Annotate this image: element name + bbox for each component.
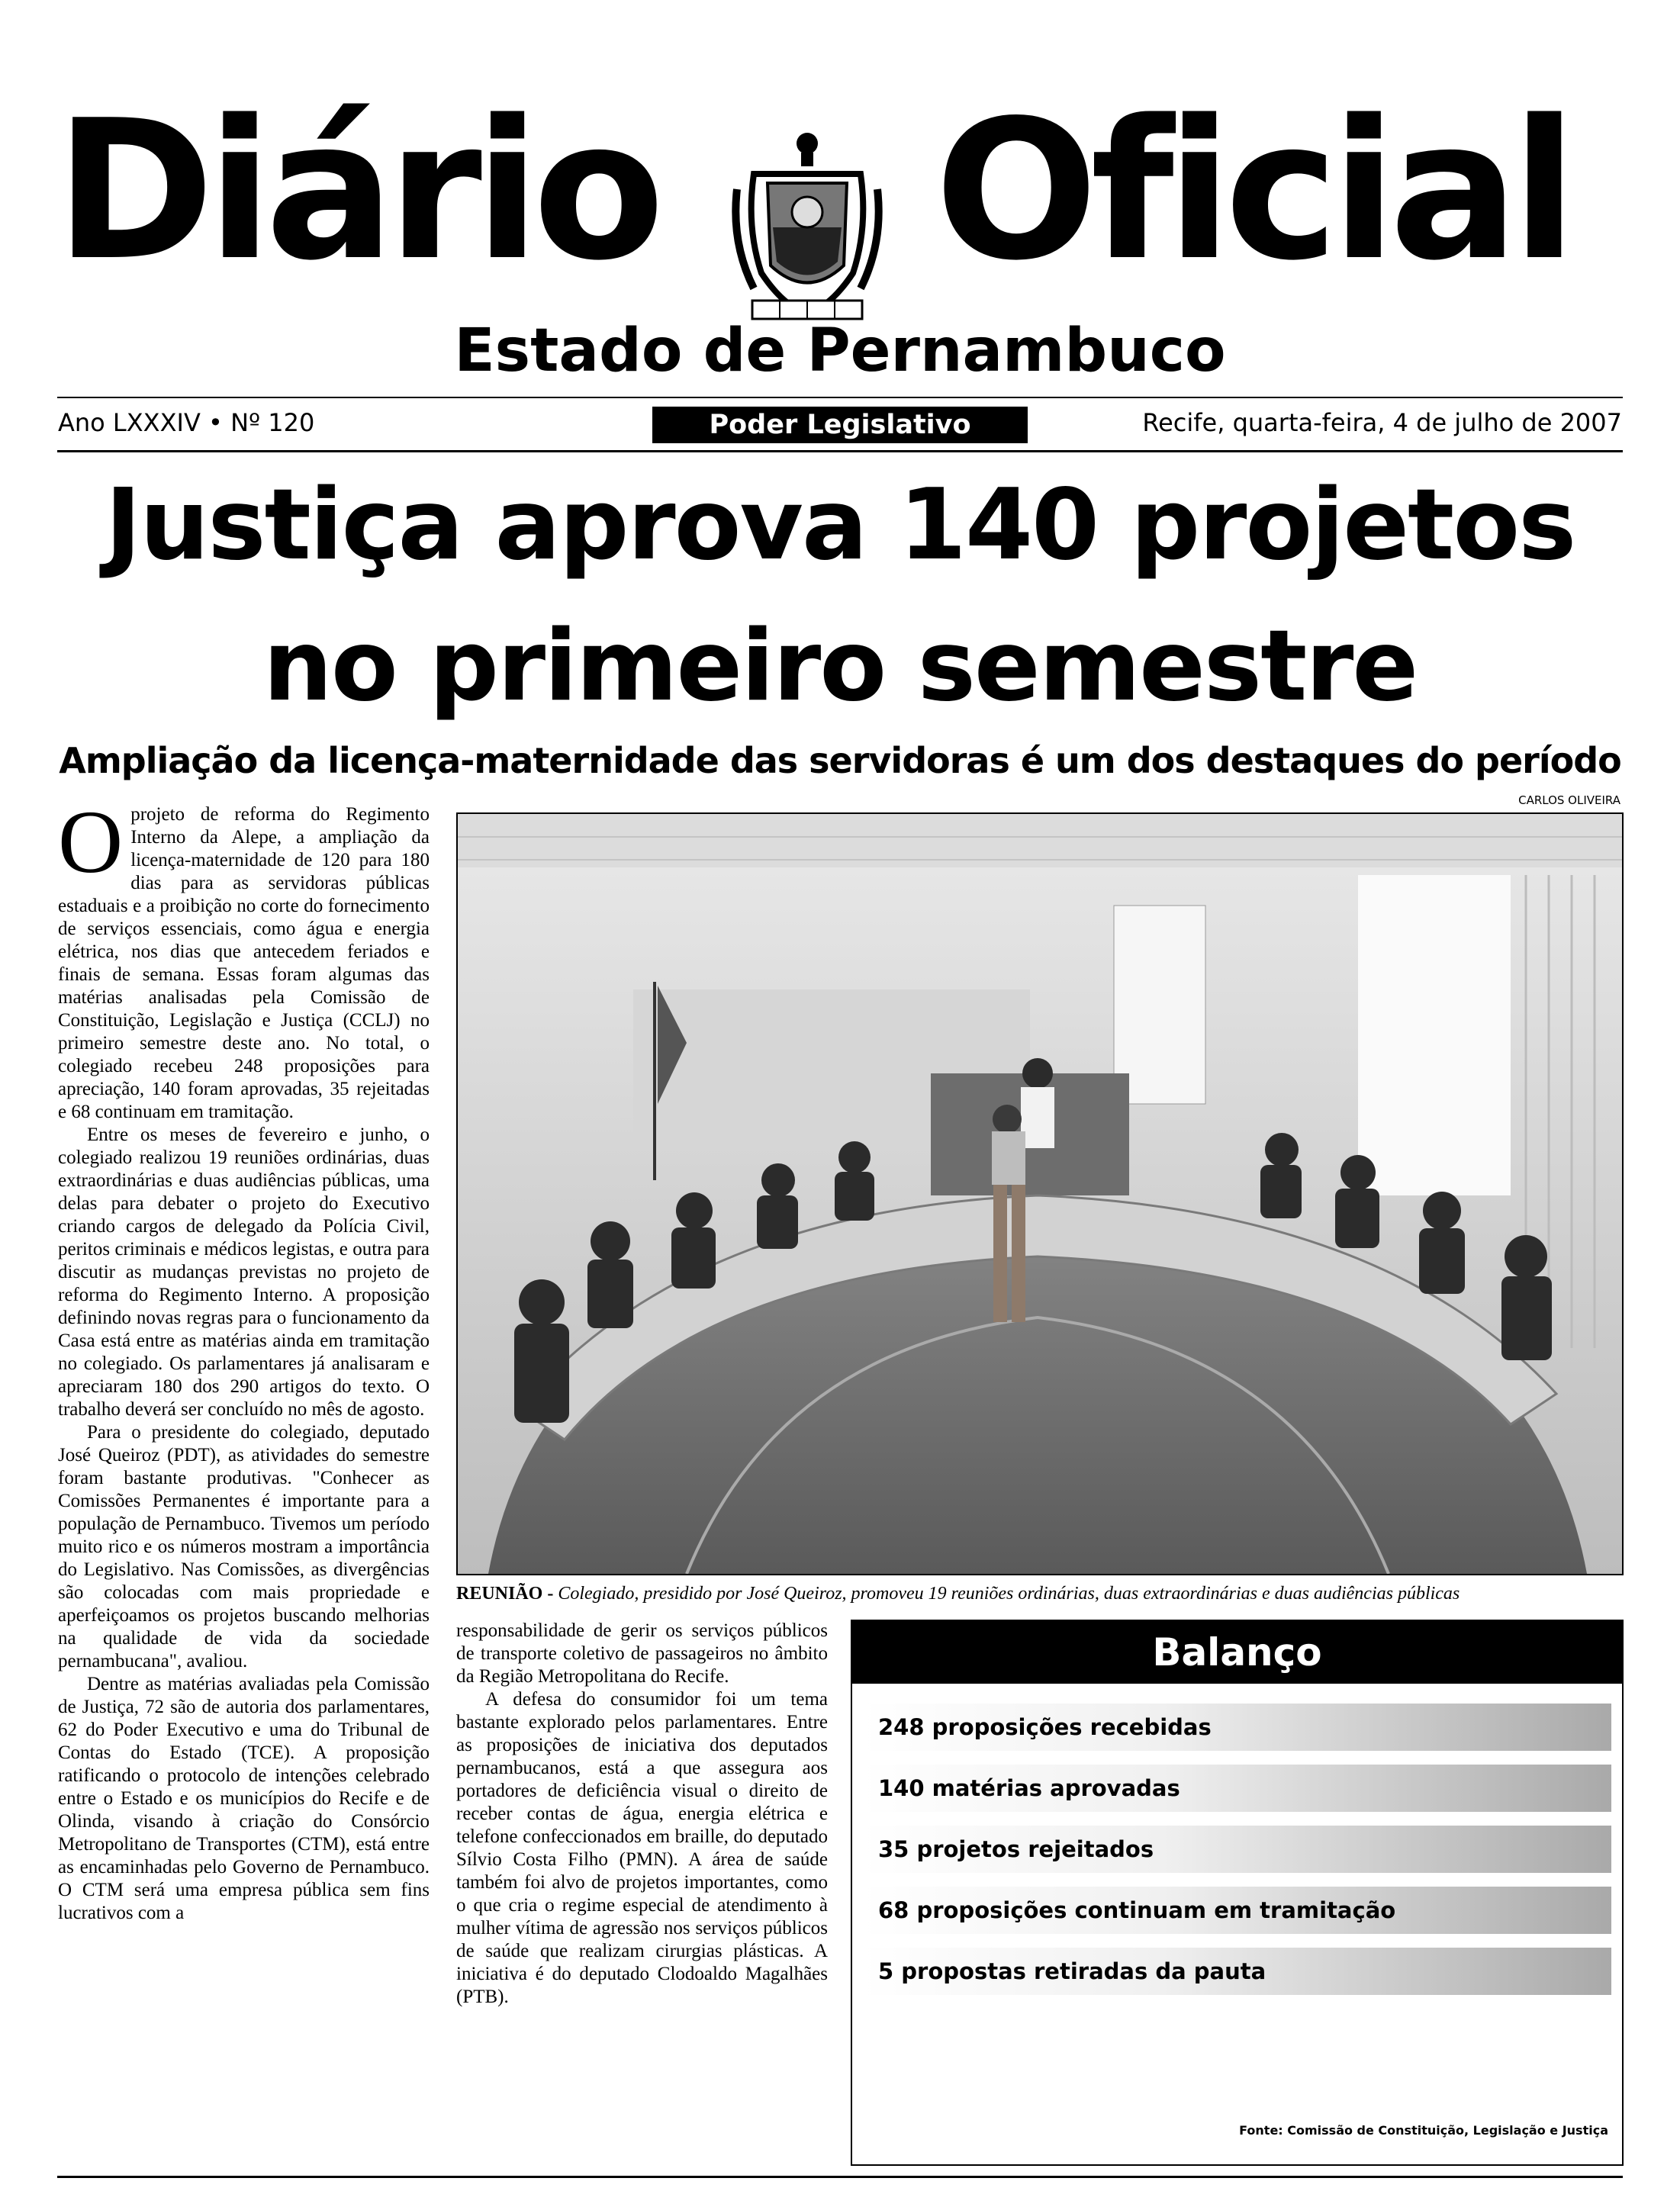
section-badge: Poder Legislativo <box>652 407 1028 443</box>
edition-number: Ano LXXXIV • Nº 120 <box>58 408 315 437</box>
article-paragraph: Para o presidente do colegiado, deputado José Queiroz (PDT), as atividades do semestre foram bastante produtivas. "Conhecer as Comissões Permanentes é importante para a população de Pernambuco. Tivemos um período muito rico e os números mostram a importância do Legislativo. Nas Comissões, as divergências são colocadas com mais propriedade e aperfeiçoamos os projetos buscando melhorias na qualidade de vida da sociedade pernambucana", avaliou. <box>58 1422 430 1671</box>
article-column-1 <box>58 803 430 2177</box>
masthead-bottom-rule <box>57 450 1623 452</box>
balanco-title: Balanço <box>852 1621 1622 1684</box>
photo-credit: CARLOS OLIVEIRA <box>1518 793 1620 807</box>
article-paragraph: Oprojeto de reforma do Regimento Interno da Alepe, a ampliação da licença-maternidade de 120 para 180 dias para as servidoras públicas estaduais e a proibição no corte do fornecimento de serviços essenciais, como água e energia elétrica, nos dias que antecedem feriados e finais de semana. Essas foram algumas das matérias analisadas pela Comissão de Constituição, Legislação e Justiça (CCLJ) no primeiro semestre deste ano. No total, o colegiado recebeu 248 proposições para apreciação, 140 foram aprovadas, 35 rejeitadas e 68 continuam em tramitação. <box>58 803 430 1122</box>
drop-cap: O <box>58 803 124 892</box>
page-bottom-rule <box>57 2176 1623 2178</box>
article-paragraph: responsabilidade de gerir os serviços públicos de transporte coletivo de passageiros no âmbito da Região Metropolitana do Recife. <box>456 1620 828 1687</box>
article-column-2 <box>456 1620 828 2184</box>
balanco-item: 248 proposições recebidas <box>863 1704 1611 1751</box>
balanco-source: Fonte: Comissão de Constituição, Legislação e Justiça <box>1239 2123 1608 2138</box>
masthead-title-right: Oficial <box>935 79 1570 303</box>
state-coat-of-arms-icon <box>731 128 883 328</box>
caption-label: REUNIÃO - <box>456 1584 554 1604</box>
balanco-item: 5 propostas retiradas da pauta <box>863 1948 1611 1995</box>
masthead-top-rule <box>57 397 1623 398</box>
article-dek: Ampliação da licença-maternidade das servidoras é um dos destaques do período <box>59 740 1621 781</box>
masthead-subtitle: Estado de Pernambuco <box>454 317 1226 385</box>
caption-text: Colegiado, presidido por José Queiroz, promoveu 19 reuniões ordinárias, duas extraordinárias e duas audiências públicas <box>558 1584 1460 1604</box>
photo-caption <box>456 1584 1624 1604</box>
masthead-title-left: Diário <box>55 79 658 303</box>
headline-line-1: Justiça aprova 140 projetos <box>105 468 1575 582</box>
article-paragraph: Dentre as matérias avaliadas pela Comissão de Justiça, 72 são de autoria dos parlamentares, 62 do Poder Executivo e uma do Tribunal de Contas do Estado (TCE). A proposição ratificando o protocolo de intenções celebrado entre o Estado e os municípios do Recife e de Olinda, visando à criação do Consórcio Metropolitano de Transportes (CTM), está entre as encaminhadas pelo Governo de Pernambuco. O CTM será uma empresa pública sem fins lucrativos com a <box>58 1674 430 1923</box>
headline-line-2: no primeiro semestre <box>262 610 1418 723</box>
article-paragraph: A defesa do consumidor foi um tema bastante explorado pelos parlamentares. Entre as proposições de iniciativa dos deputados pernambucanos, está a que assegura aos portadores de deficiência visual o direito de receber contas de água, energia elétrica e telefone confeccionados em braille, do deputado Sílvio Costa Filho (PMN). A área de saúde também foi alvo de projetos importantes, como o que cria o regime especial de atendimento à mulher vítima de agressão nos serviços públicos de saúde que realizam cirurgias plásticas. A iniciativa é do deputado Clodoaldo Magalhães (PTB). <box>456 1689 828 2007</box>
balanco-box <box>851 1620 1624 2166</box>
balanco-item: 68 proposições continuam em tramitação <box>863 1887 1611 1934</box>
dateline: Recife, quarta-feira, 4 de julho de 2007 <box>1142 408 1622 437</box>
balanco-item: 140 matérias aprovadas <box>863 1765 1611 1812</box>
article-paragraph: Entre os meses de fevereiro e junho, o colegiado realizou 19 reuniões ordinárias, duas extraordinárias e duas audiências públicas, uma delas para debater o projeto do Executivo criando cargos de delegado da Polícia Civil, peritos criminais e médicos legistas, e outra para discutir as mudanças previstas no projeto de reforma do Regimento Interno. A proposição definindo novas regras para o funcionamento da Casa está entre as matérias ainda em tramitação no colegiado. Os parlamentares já analisaram e apreciaram 180 dos 290 artigos do texto. O trabalho deverá ser concluído no mês de agosto. <box>58 1124 430 1420</box>
balanco-item: 35 projetos rejeitados <box>863 1826 1611 1873</box>
meeting-photo <box>456 812 1624 1575</box>
